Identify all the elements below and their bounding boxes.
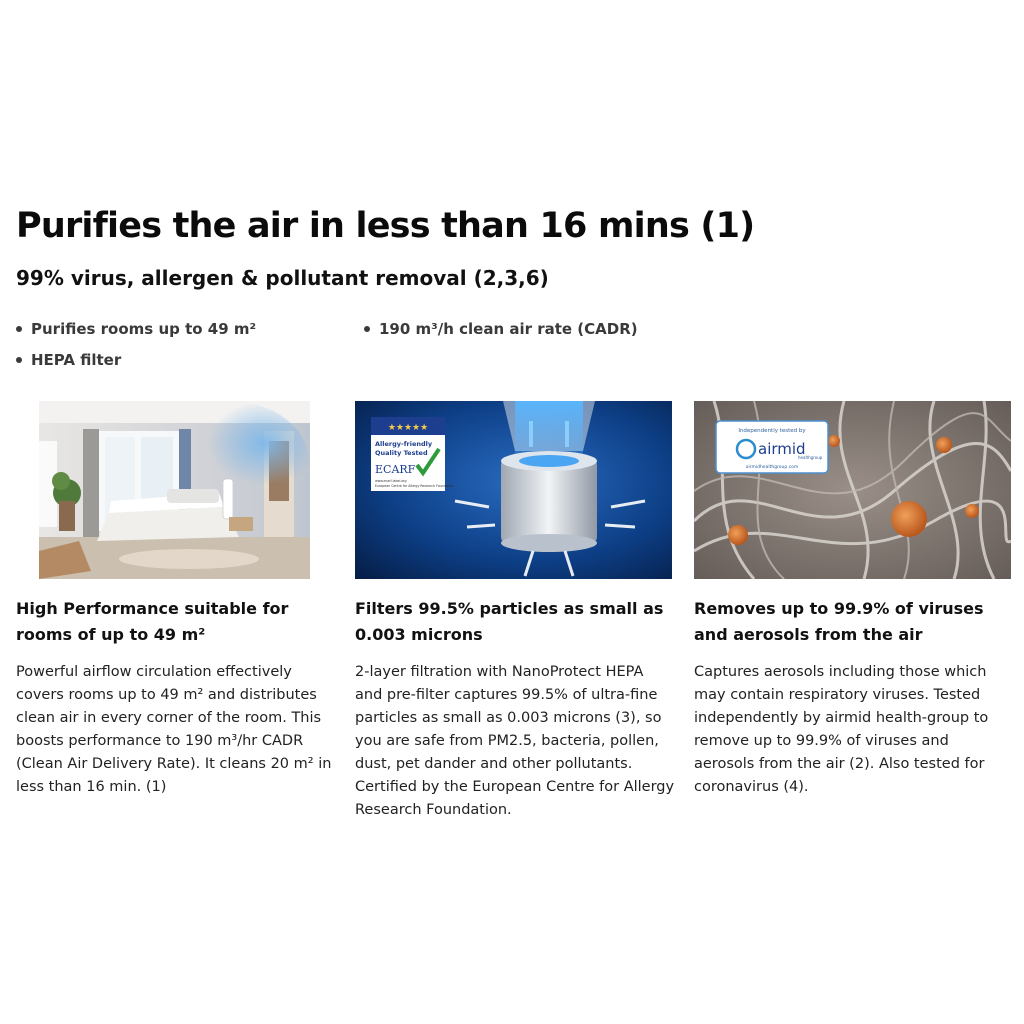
bullet-hepa xyxy=(16,351,121,369)
page-title: Purifies the air in less than 16 mins (1) xyxy=(16,206,755,246)
bullet-text: Purifies rooms up to 49 m² xyxy=(31,320,257,338)
card-title-virus-removal: Removes up to 99.9% of viruses and aerosols from the air xyxy=(694,599,984,644)
airmid-brand: airmid xyxy=(758,440,806,458)
page-subtitle: 99% virus, allergen & pollutant removal (2,3,6) xyxy=(16,266,549,290)
ecarf-brand: ECARF xyxy=(375,463,416,476)
bullet-dot-icon xyxy=(16,326,22,332)
bullet-room-size xyxy=(16,320,256,338)
card-body-filtration: 2-layer filtration with NanoProtect HEPA and pre-filter captures 99.5% of ultra-fine particles as small as 0.003 microns (3), so you are safe from PM2.5, bacteria, pollen, dust, pet dander and other pollutants. Certified by the European Centre for Allergy Research Foundation. xyxy=(355,664,675,818)
ecarf-url: www.ecarf-label.org xyxy=(375,479,407,483)
card-body-performance: Powerful airflow circulation effectively covers rooms up to 49 m² and distributes clean air in every corner of the room. This boosts performance to 190 m³/hr CADR (Clean Air Delivery Rate). It cleans 20 m² in less than 16 min. (1) xyxy=(16,664,332,795)
ecarf-line2: Quality Tested xyxy=(375,449,428,457)
ecarf-stars: ★★★★★ xyxy=(387,423,429,433)
hepa-filter-airflow-image xyxy=(355,401,672,579)
airmid-sub: healthgroup xyxy=(798,455,823,460)
bedroom-air-purifier-image xyxy=(39,401,310,579)
bullet-cadr xyxy=(364,320,638,338)
airmid-url: airmidhealthgroup.com xyxy=(745,465,799,470)
bullet-text: 190 m³/h clean air rate (CADR) xyxy=(379,320,638,338)
card-title-filtration: Filters 99.5% particles as small as 0.003 microns xyxy=(355,599,664,644)
bullet-dot-icon xyxy=(364,326,370,332)
card-title-performance: High Performance suitable for rooms of up to 49 m² xyxy=(16,599,289,644)
bullet-dot-icon xyxy=(16,357,22,363)
airmid-top: Independently tested by xyxy=(738,428,806,434)
ecarf-line1: Allergy-friendly xyxy=(375,440,433,448)
ecarf-org: European Centre for Allergy Research Foundation xyxy=(375,484,454,488)
virus-fibers-image xyxy=(694,401,1011,579)
card-body-virus-removal: Captures aerosols including those which may contain respiratory viruses. Tested independently by airmid health-group to remove up to 99.9% of viruses and aerosols from the air (2). Also tested for coronavirus (4). xyxy=(694,664,989,795)
bullet-text: HEPA filter xyxy=(31,351,122,369)
